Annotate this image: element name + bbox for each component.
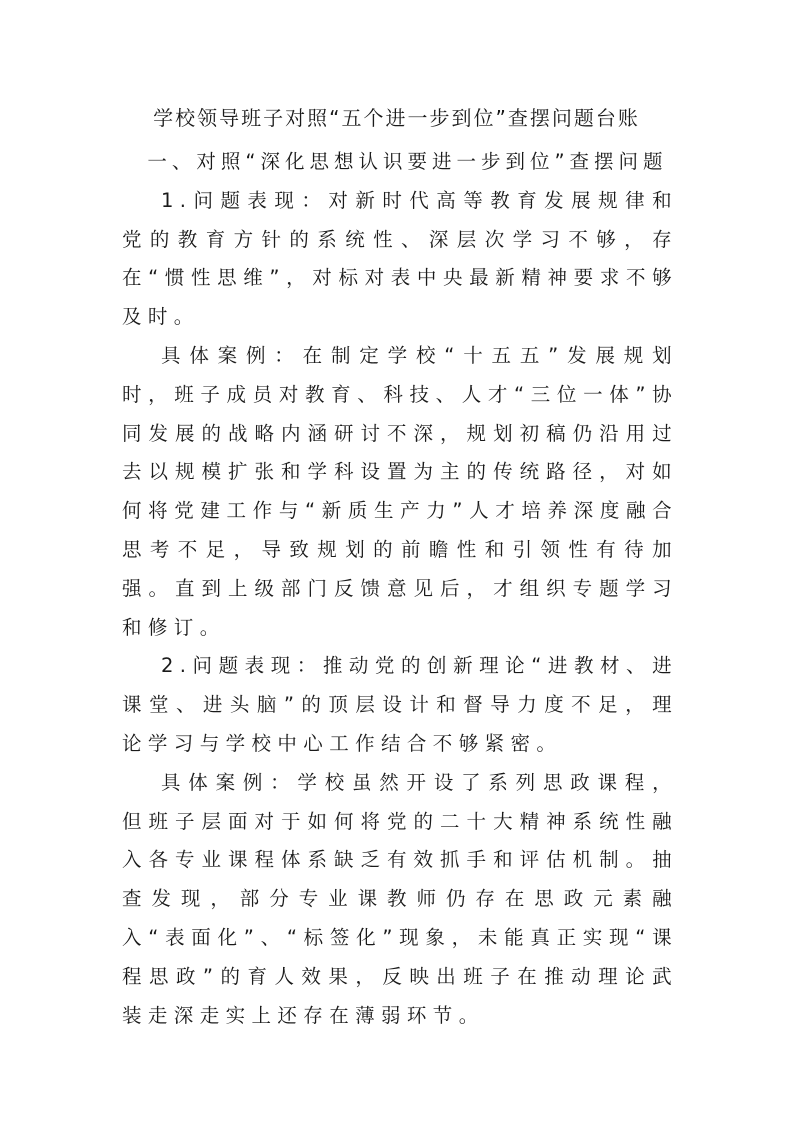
paragraph-problem-1: 1.问题表现：对新时代高等教育发展规律和党的教育方针的系统性、深层次学习不够，存在“惯性思维”，对标对表中央最新精神要求不够及时。 — [122, 188, 678, 329]
paragraph-problem-2: 2.问题表现：推动党的创新理论“进教材、进课堂、进头脑”的顶层设计和督导力度不足，理论学习与学校中心工作结合不够紧密。 — [122, 654, 678, 755]
paragraph-case-1: 具体案例：在制定学校“十五五”发展规划时，班子成员对教育、科技、人才“三位一体”协同发展的战略内涵研讨不深，规划初稿仍沿用过去以规模扩张和学科设置为主的传统路径，对如何将党建工作与“新质生产力”人才培养深度融合思考不足，导致规划的前瞻性和引领性有待加强。直到上级部门反馈意见后，才组织专题学习和修订。 — [122, 343, 678, 639]
document-title: 学校领导班子对照“五个进一步到位”查摆问题台账 — [153, 106, 640, 130]
paragraph-case-2: 具体案例：学校虽然开设了系列思政课程，但班子层面对于如何将党的二十大精神系统性融入各专业课程体系缺乏有效抓手和评估机制。抽查发现，部分专业课教师仍存在思政元素融入“表面化”、“标签化”现象，未能真正实现“课程思政”的育人效果，反映出班子在推动理论武装走深走实上还存在薄弱环节。 — [122, 770, 678, 1027]
document-body — [122, 143, 678, 1035]
section-heading: 一、对照“深化思想认识要进一步到位”查摆问题 — [147, 150, 668, 173]
